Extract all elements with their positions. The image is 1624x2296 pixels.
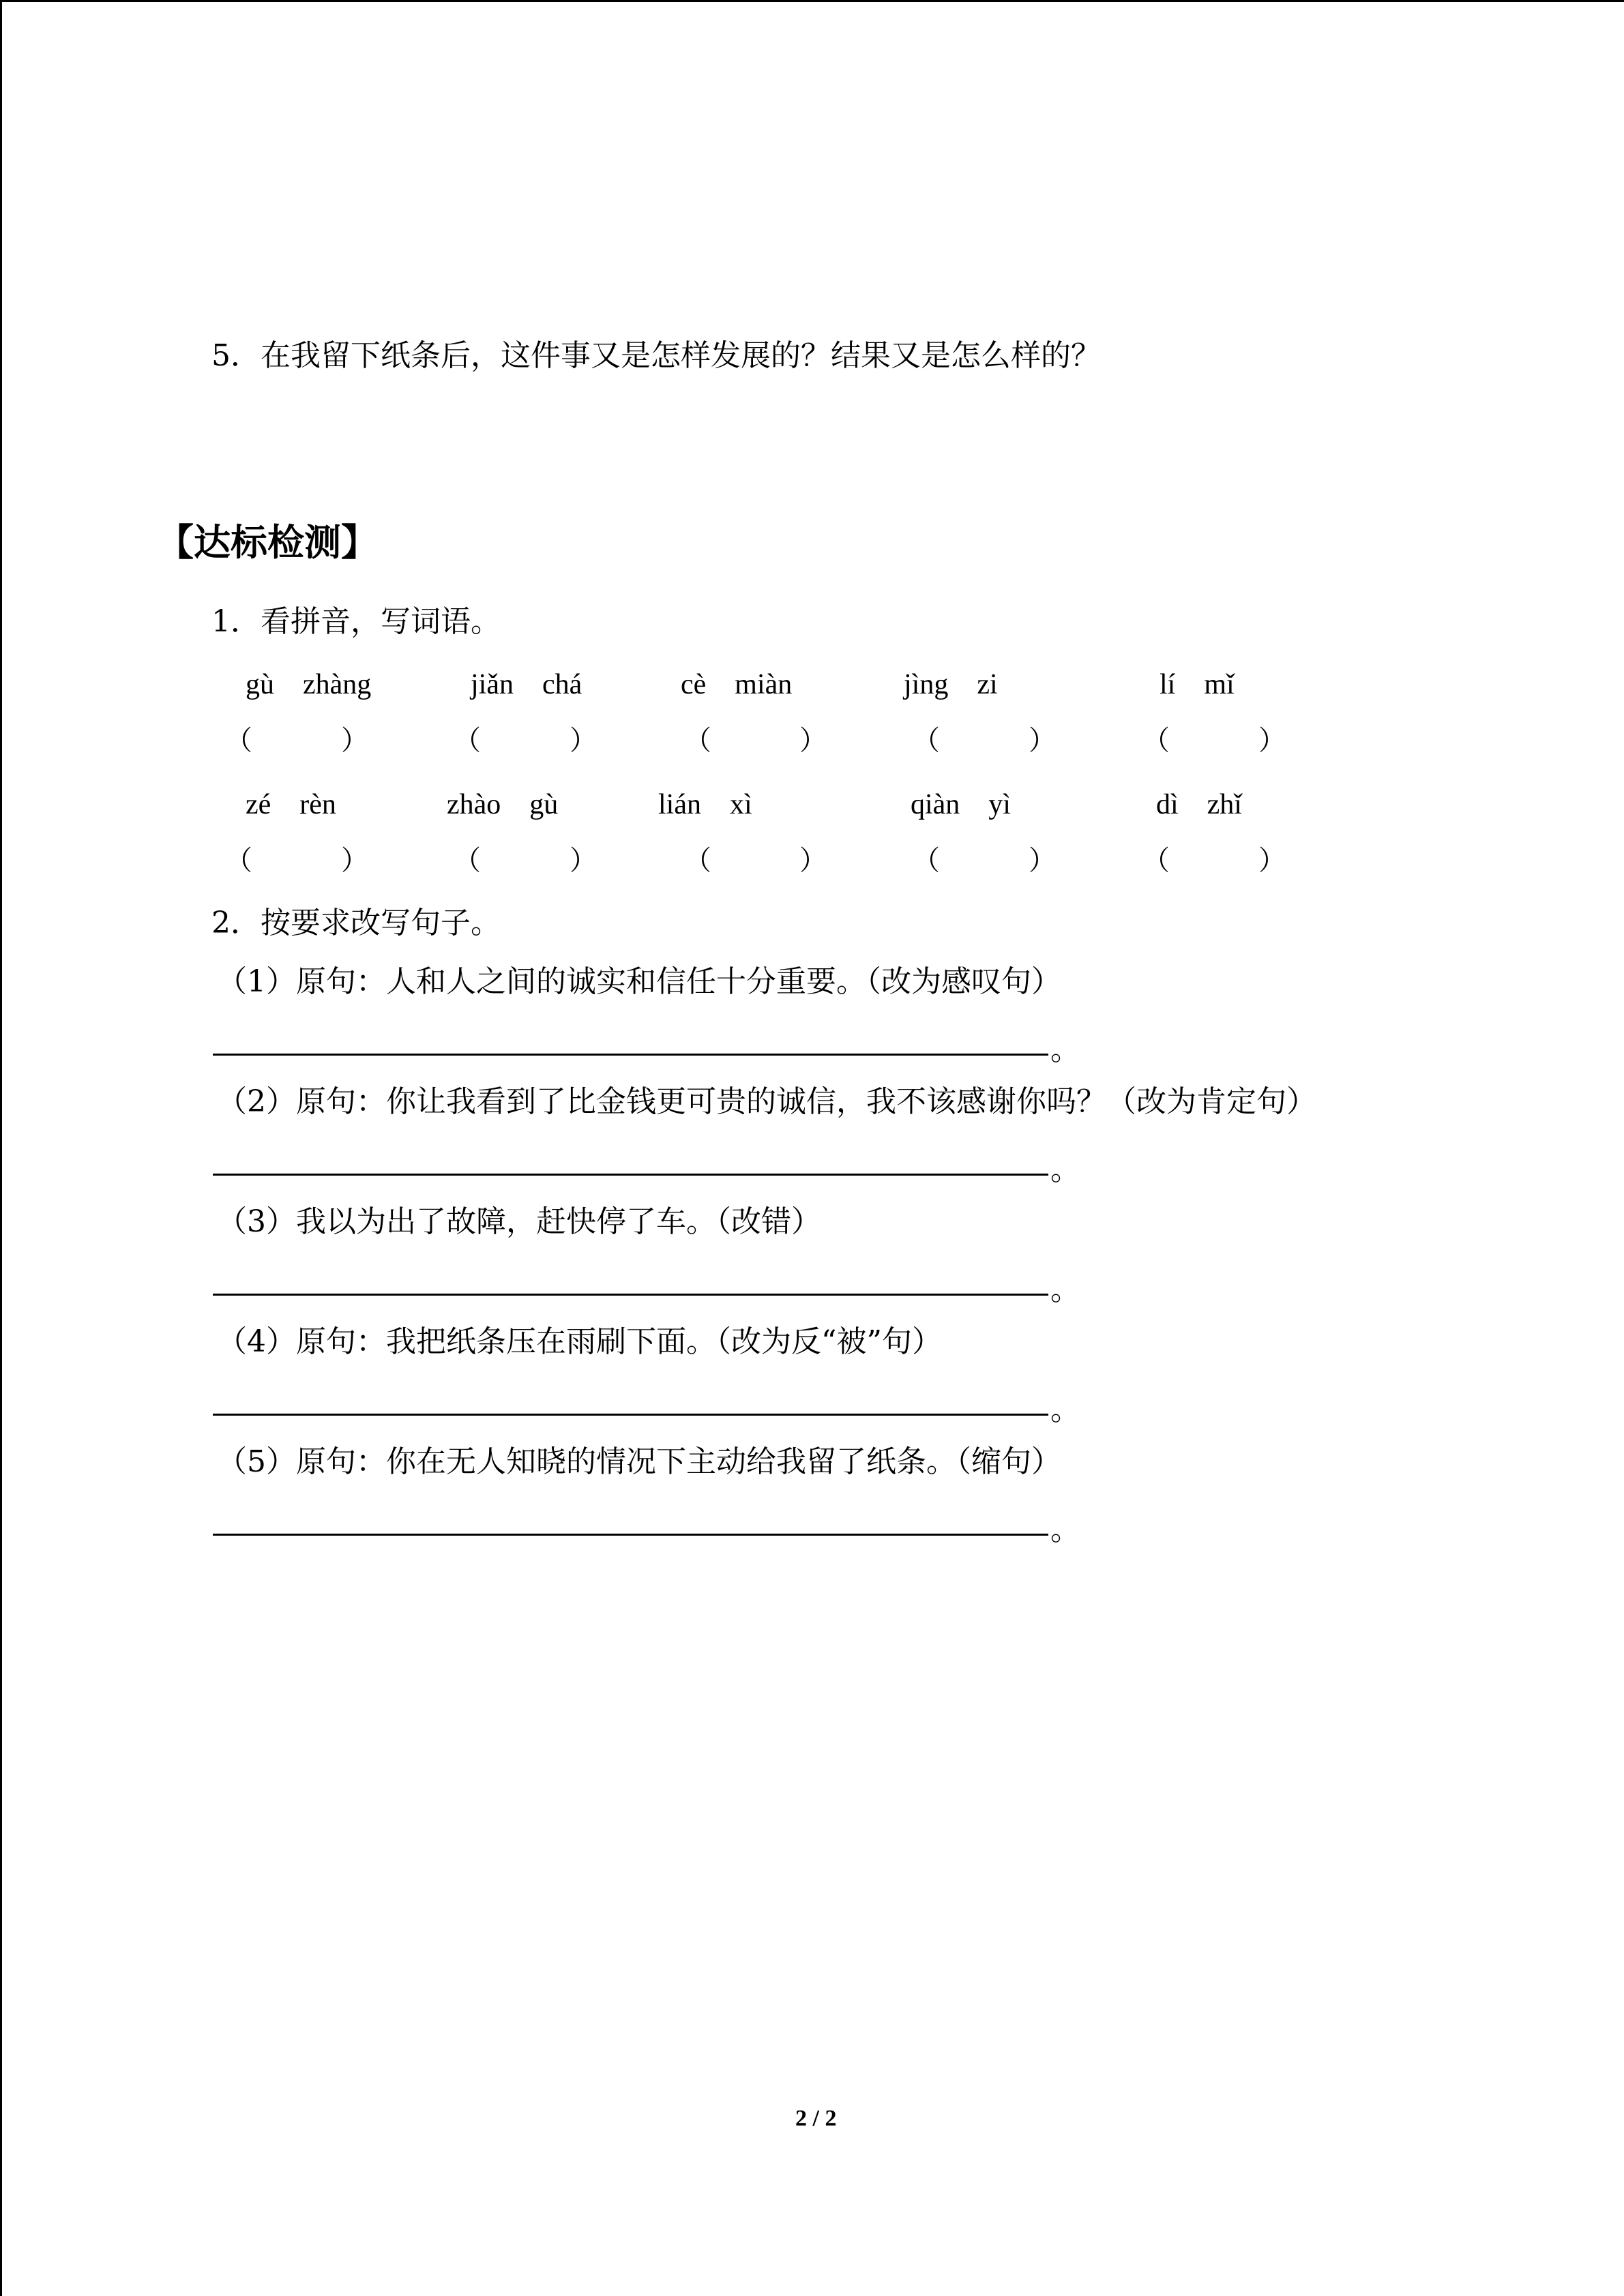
answer-line-end: 。 xyxy=(1050,1272,1080,1307)
pinyin-3: cè miàn xyxy=(681,669,793,700)
answer-line-1 xyxy=(213,1054,1048,1056)
rewrite-item-1: （1）原句：人和人之间的诚实和信任十分重要。（改为感叹句） xyxy=(217,964,1061,999)
answer-line-end: 。 xyxy=(1050,1512,1080,1547)
pinyin-4: jìng zi xyxy=(904,669,998,700)
answer-line-5 xyxy=(213,1534,1048,1536)
answer-paren-left: （ xyxy=(454,725,481,756)
task-2-title: 2．按要求改写句子。 xyxy=(211,906,501,940)
answer-paren-left: （ xyxy=(225,725,252,756)
answer-paren-left: （ xyxy=(1142,845,1170,876)
rewrite-item-3: （3）我以为出了故障，赶快停了车。（改错） xyxy=(217,1204,821,1239)
answer-paren-right: ） xyxy=(1029,845,1056,876)
task-1-title: 1．看拼音，写词语。 xyxy=(211,604,501,639)
answer-line-4 xyxy=(213,1414,1048,1416)
answer-paren-left: （ xyxy=(913,725,940,756)
answer-paren-right: ） xyxy=(1258,845,1286,876)
answer-line-end: 。 xyxy=(1050,1392,1080,1427)
pinyin-1: gù zhàng xyxy=(246,669,372,700)
rewrite-item-2: （2）原句：你让我看到了比金钱更可贵的诚信，我不该感谢你吗？（改为肯定句） xyxy=(217,1084,1316,1119)
answer-paren-right: ） xyxy=(341,725,368,756)
answer-paren-right: ） xyxy=(570,725,597,756)
pinyin-6: zé rèn xyxy=(246,789,336,820)
answer-paren-left: （ xyxy=(225,845,252,876)
question-5: 5．在我留下纸条后，这件事又是怎样发展的？结果又是怎么样的？ xyxy=(211,338,1101,373)
pinyin-5: lí mǐ xyxy=(1160,669,1235,700)
answer-line-end: 。 xyxy=(1050,1152,1080,1187)
pinyin-10: dì zhǐ xyxy=(1156,789,1242,820)
answer-paren-right: ） xyxy=(799,845,827,876)
answer-paren-right: ） xyxy=(1258,725,1286,756)
answer-paren-right: ） xyxy=(570,845,597,876)
page-number: 2 / 2 xyxy=(795,2106,837,2131)
answer-paren-right: ） xyxy=(799,725,827,756)
answer-paren-left: （ xyxy=(684,845,711,876)
pinyin-8: lián xì xyxy=(658,789,752,820)
answer-paren-right: ） xyxy=(1029,725,1056,756)
answer-paren-right: ） xyxy=(341,845,368,876)
rewrite-item-4: （4）原句：我把纸条压在雨刷下面。（改为反“被”句） xyxy=(217,1324,942,1359)
answer-paren-left: （ xyxy=(1142,725,1170,756)
pinyin-9: qiàn yì xyxy=(911,789,1011,820)
answer-line-end: 。 xyxy=(1050,1032,1080,1067)
rewrite-item-5: （5）原句：你在无人知晓的情况下主动给我留了纸条。（缩句） xyxy=(217,1444,1061,1479)
pinyin-7: zhào gù xyxy=(447,789,559,820)
pinyin-2: jiǎn chá xyxy=(471,669,582,700)
answer-paren-left: （ xyxy=(454,845,481,876)
answer-paren-left: （ xyxy=(684,725,711,756)
answer-line-3 xyxy=(213,1294,1048,1296)
answer-paren-left: （ xyxy=(913,845,940,876)
section-title: 【达标检测】 xyxy=(157,520,378,564)
answer-line-2 xyxy=(213,1174,1048,1176)
